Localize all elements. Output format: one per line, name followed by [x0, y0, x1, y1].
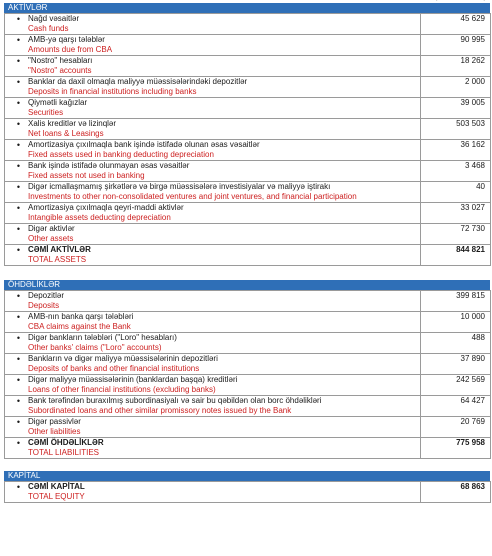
- table-row: [5, 77, 491, 98]
- section-gap: [4, 266, 490, 280]
- amount-cell: [421, 245, 491, 266]
- bullet-icon: •: [16, 354, 21, 364]
- table-row: [5, 482, 491, 503]
- line-item-label: [5, 119, 421, 140]
- line-item-label: [5, 203, 421, 224]
- label-azerbaijani: CƏMİ KAPİTAL: [28, 482, 85, 491]
- bullet-icon: •: [16, 312, 21, 322]
- table-row: [5, 224, 491, 245]
- currency-note: [435, 0, 486, 1]
- label-azerbaijani: AMB-yə qarşı tələblər: [28, 35, 105, 44]
- label-azerbaijani: Amortizasiya çıxılmaqla qeyri-maddi aktivlər: [28, 203, 184, 212]
- amount-value: 3 468: [464, 161, 485, 170]
- amount-value: 503 503: [456, 119, 485, 128]
- table-row: [5, 312, 491, 333]
- label-english: Other banks' claims ("Loro" accounts): [28, 343, 162, 352]
- label-azerbaijani: Depozitlər: [28, 291, 65, 300]
- table-row: [5, 161, 491, 182]
- table-row: [5, 375, 491, 396]
- label-english: "Nostro" accounts: [28, 66, 92, 75]
- table-row: [5, 333, 491, 354]
- label-azerbaijani: CƏMİ ÖHDƏLİKLƏR: [28, 438, 104, 447]
- amount-cell: [421, 203, 491, 224]
- bullet-icon: •: [16, 35, 21, 45]
- amount-value: 40: [476, 182, 485, 191]
- amount-value: 399 815: [456, 291, 485, 300]
- amount-cell: [421, 396, 491, 417]
- amount-value: 2 000: [464, 77, 485, 86]
- bullet-icon: •: [16, 482, 21, 492]
- label-english: Subordinated loans and other similar promissory notes issued by the Bank: [28, 406, 292, 415]
- label-azerbaijani: CƏMİ AKTİVLƏR: [28, 245, 91, 254]
- line-item-label: [5, 291, 421, 312]
- line-item-label: [5, 140, 421, 161]
- label-english: Fixed assets not used in banking: [28, 171, 145, 180]
- amount-value: 90 995: [460, 35, 485, 44]
- label-azerbaijani: Bankların və digər maliyyə müəssisələrinin depozitləri: [28, 354, 218, 363]
- label-english: Fixed assets used in banking deducting depreciation: [28, 150, 214, 159]
- label-english: Net loans & Leasings: [28, 129, 104, 138]
- bullet-icon: •: [16, 182, 21, 192]
- table-row: [5, 396, 491, 417]
- amount-cell: [421, 182, 491, 203]
- amount-cell: [421, 312, 491, 333]
- amount-value: 33 027: [460, 203, 485, 212]
- label-english: CBA claims against the Bank: [28, 322, 131, 331]
- amount-cell: [421, 140, 491, 161]
- line-item-label: [5, 417, 421, 438]
- line-item-label: [5, 182, 421, 203]
- label-english: TOTAL ASSETS: [28, 255, 87, 264]
- amount-value: 64 427: [460, 396, 485, 405]
- label-english: Deposits: [28, 301, 60, 310]
- table-row: [5, 98, 491, 119]
- label-english: Other liabilities: [28, 427, 81, 436]
- amount-cell: [421, 14, 491, 35]
- label-azerbaijani: Xalis kreditlər və lizinqlər: [28, 119, 117, 128]
- bullet-icon: •: [16, 245, 21, 255]
- line-item-label: [5, 333, 421, 354]
- label-english: Deposits of banks and other financial institutions: [28, 364, 200, 373]
- amount-cell: [421, 333, 491, 354]
- bullet-icon: •: [16, 375, 21, 385]
- table-row: [5, 182, 491, 203]
- amount-value: 45 629: [460, 14, 485, 23]
- label-azerbaijani: Digər maliyyə müəssisələrinin (banklardan başqa) kreditləri: [28, 375, 238, 384]
- amount-cell: [421, 417, 491, 438]
- bullet-icon: •: [16, 77, 21, 87]
- amount-cell: [421, 56, 491, 77]
- section-table: [4, 13, 491, 266]
- amount-cell: [421, 291, 491, 312]
- line-item-label: [5, 438, 421, 459]
- table-row: [5, 140, 491, 161]
- amount-cell: [421, 98, 491, 119]
- table-row: [5, 56, 491, 77]
- section-gap: [4, 459, 490, 471]
- table-row: [5, 245, 491, 266]
- line-item-label: [5, 224, 421, 245]
- amount-value: 37 890: [460, 354, 485, 363]
- label-azerbaijani: Qiymətli kağızlar: [28, 98, 88, 107]
- line-item-label: [5, 161, 421, 182]
- line-item-label: [5, 396, 421, 417]
- label-english: Intangible assets deducting depreciation: [28, 213, 171, 222]
- section-header: AKTİVLƏR: [4, 3, 490, 13]
- amount-cell: [421, 161, 491, 182]
- table-row: [5, 35, 491, 56]
- section-table: [4, 481, 491, 503]
- amount-value: 39 005: [460, 98, 485, 107]
- bullet-icon: •: [16, 438, 21, 448]
- amount-value: 68 863: [460, 482, 485, 491]
- section-table: [4, 290, 491, 459]
- line-item-label: [5, 77, 421, 98]
- bullet-icon: •: [16, 396, 21, 406]
- label-english: Securities: [28, 108, 64, 117]
- table-row: [5, 291, 491, 312]
- amount-value: 488: [471, 333, 485, 342]
- line-item-label: [5, 245, 421, 266]
- bullet-icon: •: [16, 417, 21, 427]
- label-azerbaijani: Digər passivlər: [28, 417, 81, 426]
- amount-value: 18 262: [460, 56, 485, 65]
- label-azerbaijani: Digər aktivlər: [28, 224, 75, 233]
- bullet-icon: •: [16, 98, 21, 108]
- label-azerbaijani: Banklar da daxil olmaqla maliyyə müəssisələrindəki depozitlər: [28, 77, 248, 86]
- label-english: Amounts due from CBA: [28, 45, 113, 54]
- line-item-label: [5, 98, 421, 119]
- label-azerbaijani: "Nostro" hesabları: [28, 56, 93, 65]
- section-header: ÖHDƏLİKLƏR: [4, 280, 490, 290]
- bullet-icon: •: [16, 333, 21, 343]
- line-item-label: [5, 312, 421, 333]
- amount-cell: [421, 77, 491, 98]
- section-header: KAPİTAL: [4, 471, 490, 481]
- table-row: [5, 438, 491, 459]
- label-azerbaijani: AMB-nın banka qarşı tələbləri: [28, 312, 134, 321]
- table-row: [5, 354, 491, 375]
- label-azerbaijani: Nağd vəsaitlər: [28, 14, 80, 23]
- label-english: Cash funds: [28, 24, 69, 33]
- label-azerbaijani: Amortizasiya çıxılmaqla bank işində istifadə olunan əsas vəsaitlər: [28, 140, 260, 149]
- line-item-label: [5, 56, 421, 77]
- bullet-icon: •: [16, 140, 21, 150]
- label-english: TOTAL LIABILITIES: [28, 448, 99, 457]
- amount-value: 242 569: [456, 375, 485, 384]
- amount-cell: [421, 354, 491, 375]
- balance-sheet: [4, 0, 490, 503]
- amount-cell: [421, 482, 491, 503]
- balance-sheet-sections: [4, 3, 490, 503]
- label-english: Loans of other financial institutions (excluding banks): [28, 385, 216, 394]
- bullet-icon: •: [16, 119, 21, 129]
- label-english: Investments to other non-consolidated ventures and joint ventures, and financial participation: [28, 192, 357, 201]
- amount-cell: [421, 119, 491, 140]
- amount-value: 20 769: [460, 417, 485, 426]
- amount-value: 10 000: [460, 312, 485, 321]
- amount-value: 775 958: [456, 438, 485, 447]
- amount-value: 36 162: [460, 140, 485, 149]
- bullet-icon: •: [16, 56, 21, 66]
- label-english: Other assets: [28, 234, 74, 243]
- bullet-icon: •: [16, 224, 21, 234]
- amount-cell: [421, 375, 491, 396]
- table-row: [5, 119, 491, 140]
- amount-cell: [421, 35, 491, 56]
- line-item-label: [5, 35, 421, 56]
- bullet-icon: •: [16, 291, 21, 301]
- label-azerbaijani: Digər icmallaşmamış şirkətlərə və birgə müəssisələrə investisiyalar və maliyyə iştirakı: [28, 182, 331, 191]
- label-azerbaijani: Digər bankların tələbləri ("Loro" hesabları): [28, 333, 177, 342]
- label-azerbaijani: Bank tərəfindən buraxılmış subordinasiyalı və sair bu qəbildən olan borc öhdəlikləri: [28, 396, 322, 405]
- label-azerbaijani: Bank işində istifadə olunmayan əsas vəsaitlər: [28, 161, 190, 170]
- line-item-label: [5, 354, 421, 375]
- table-row: [5, 417, 491, 438]
- table-row: [5, 14, 491, 35]
- amount-cell: [421, 438, 491, 459]
- amount-value: 72 730: [460, 224, 485, 233]
- amount-cell: [421, 224, 491, 245]
- label-english: TOTAL EQUITY: [28, 492, 85, 501]
- table-row: [5, 203, 491, 224]
- bullet-icon: •: [16, 14, 21, 24]
- line-item-label: [5, 14, 421, 35]
- amount-value: 844 821: [456, 245, 485, 254]
- label-english: Deposits in financial institutions including banks: [28, 87, 197, 96]
- bullet-icon: •: [16, 203, 21, 213]
- bullet-icon: •: [16, 161, 21, 171]
- line-item-label: [5, 482, 421, 503]
- line-item-label: [5, 375, 421, 396]
